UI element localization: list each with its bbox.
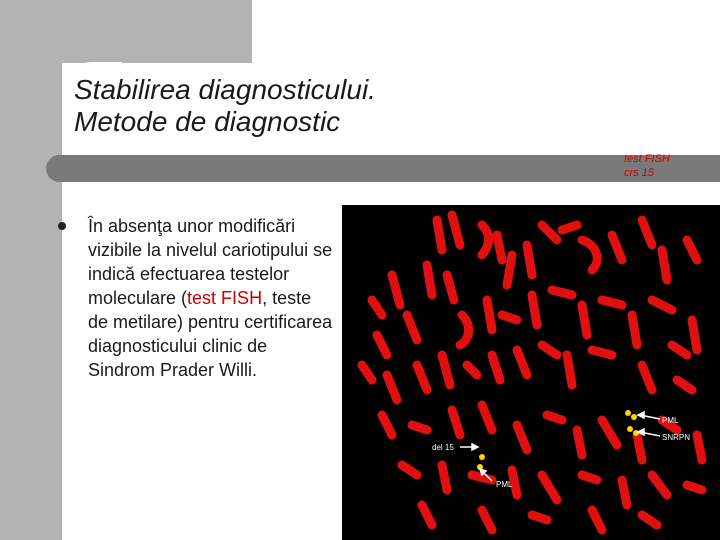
bullet-text [88,214,333,382]
caption-line-2: crs 15 [624,167,654,179]
title-divider-bar [46,155,720,182]
label-del15: del 15 [432,443,454,452]
fish-chromosome-image [342,205,720,540]
bullet-text-part1: În absenţa unor modificări vizibile la nivelul cariotipului se indică efectuarea testelor moleculare ( [88,216,333,308]
title-line-1: Stabilirea diagnosticului. [74,74,376,105]
slide-title [74,74,376,138]
frame-left-band [0,0,62,540]
label-snrpn: SNRPN [662,433,691,442]
bullet-dot [58,222,66,230]
bullet-highlight: test FISH [187,288,263,308]
chromosomes [362,215,702,530]
title-line-2: Metode de diagnostic [74,106,341,137]
bullet-text-part2: , teste de metilare) pentru certificarea diagnosticului clinic de Sindrom Prader Willi. [88,288,333,380]
image-caption [624,152,670,180]
label-pml-top: PML [662,416,679,425]
caption-line-1: test FISH [624,153,670,165]
label-pml-bottom: PML [496,480,513,489]
